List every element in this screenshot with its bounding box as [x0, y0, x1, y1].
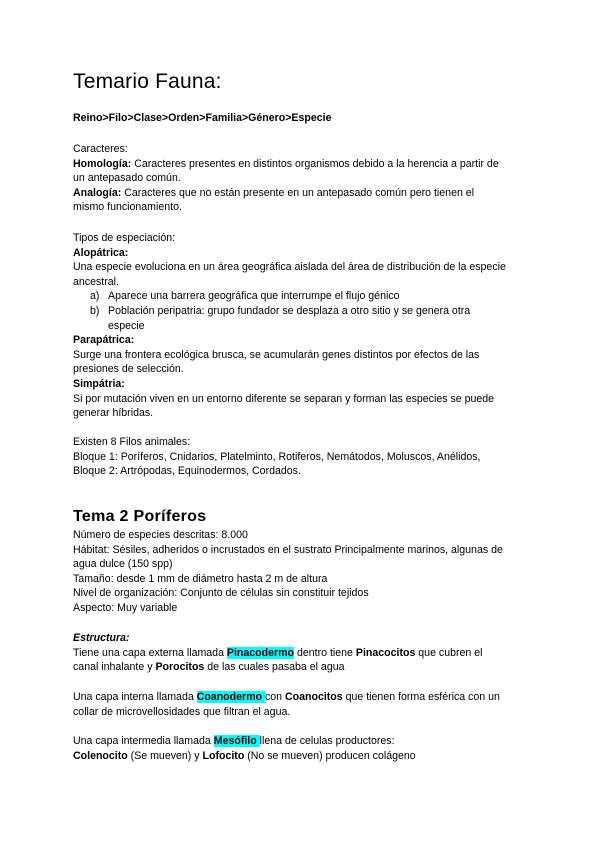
simpatria-text-2: generar híbridas. — [73, 407, 154, 420]
analogia-line-2: mismo funcionamiento. — [73, 201, 182, 214]
text-run: que cubren el — [415, 646, 483, 659]
list-item-text: Aparece una barrera geográfica que interrumpe el flujo génico — [108, 290, 400, 303]
simpatria-text: Si por mutación viven en un entorno diferente se separan y forman las especies se puede — [73, 392, 495, 405]
analogia-line — [73, 186, 533, 201]
text-run: con — [264, 691, 285, 703]
estructura-p1-line-2 — [73, 660, 533, 675]
page-title: Temario Fauna: — [73, 70, 222, 93]
analogia-label: Analogía: — [73, 186, 122, 199]
estructura-section — [73, 631, 533, 675]
text-run: dentro tiene — [294, 646, 356, 659]
highlight-mesofilo: Mesófilo — [213, 735, 260, 747]
list-marker: a) — [90, 290, 100, 303]
tema2-section — [73, 528, 533, 616]
text-run: Tiene una capa externa llamada — [73, 646, 227, 659]
estructura-p2-line-1 — [73, 690, 533, 705]
estructura-heading: Estructura: — [73, 632, 130, 644]
list-item-continuation: especie — [108, 319, 145, 332]
estructura-p1-line-1 — [73, 646, 533, 661]
text-run: Una capa intermedia llamada — [73, 735, 214, 747]
estructura-p3-line-2 — [73, 749, 533, 764]
parapatrica-text: Surge una frontera ecológica brusca, se acumularán genes distintos por efectos de las — [73, 348, 480, 361]
parapatrica-label: Parapátrica: — [73, 334, 135, 347]
parapatrica-text-2: presiones de selección. — [73, 363, 184, 376]
caracteres-heading: Caracteres: — [73, 143, 128, 155]
especiacion-section — [73, 231, 533, 421]
filos-section — [73, 435, 533, 479]
term-porocitos: Porocitos — [155, 661, 205, 674]
tema2-line: Número de especies descritas: 8.000 — [73, 529, 248, 541]
filos-bloque-2: Bloque 2: Artrópodas, Equinodermos, Cordados. — [73, 465, 301, 478]
highlight-pinacodermo: Pinacodermo — [226, 646, 295, 659]
simpatria-label: Simpátria: — [73, 377, 125, 390]
filos-heading: Existen 8 Filos animales: — [73, 436, 191, 448]
text-run: (Se mueven) y — [127, 749, 203, 762]
list-item — [73, 289, 533, 304]
tema2-heading: Tema 2 Poríferos — [73, 508, 207, 525]
tema2-line: Nivel de organización: Conjunto de células sin constituir tejidos — [73, 587, 369, 600]
text-run: de las cuales pasaba el agua — [204, 661, 345, 674]
homologia-text: Caracteres presentes en distintos organismos debido a la herencia a partir de — [131, 157, 499, 170]
tema2-line: agua dulce (150 spp) — [73, 558, 173, 571]
homologia-line-2: un antepasado común. — [73, 172, 181, 185]
list-marker: b) — [90, 304, 100, 317]
list-item — [73, 304, 533, 319]
homologia-label: Homología: — [73, 157, 132, 170]
estructura-p3 — [73, 734, 533, 763]
alopatrica-text: Una especie evoluciona en un área geográfica aislada del área de distribución de la especie — [73, 261, 506, 274]
alopatrica-label: Alopátrica: — [73, 246, 129, 259]
caracteres-section — [73, 142, 533, 215]
term-coanocitos: Coanocitos — [284, 691, 343, 703]
estructura-p2-line-2: collar de microvellosidades que filtran el agua. — [73, 705, 291, 718]
estructura-p3-line-1 — [73, 734, 533, 749]
tema2-line: Tamaño: desde 1 mm de diámetro hasta 2 m de altura — [73, 572, 328, 585]
text-run: llena de celulas productores: — [259, 735, 395, 747]
alopatrica-text-2: ancestral. — [73, 275, 119, 288]
tema2-line: Aspecto: Muy variable — [73, 601, 178, 614]
tema2-line: Hábitat: Sésiles, adheridos o incrustados en el sustrato Principalmente marinos, algunas de — [73, 543, 503, 556]
especiacion-heading: Tipos de especiación: — [73, 232, 176, 244]
text-run: que tienen forma esférica con un — [342, 691, 500, 703]
list-item-text: Población peripatria: grupo fundador se desplaza a otro sitio y se genera otra — [108, 304, 471, 317]
term-pinacocitos: Pinacocitos — [355, 646, 416, 659]
analogia-text: Caracteres que no están presente en un antepasado común pero tienen el — [121, 186, 475, 199]
taxonomy-hierarchy: Reino>Filo>Clase>Orden>Familia>Género>Especie — [73, 112, 332, 124]
text-run: (No se mueven) producen colágeno — [244, 749, 416, 762]
filos-bloque-1: Bloque 1: Poríferos, Cnidarios, Platelminto, Rotiferos, Nemátodos, Moluscos, Anélidos, — [73, 450, 481, 463]
term-lofocito: Lofocito — [202, 749, 245, 762]
term-colenocito: Colenocito — [73, 749, 128, 762]
text-run: Una capa interna llamada — [73, 691, 197, 703]
homologia-line — [73, 157, 533, 172]
estructura-p2 — [73, 690, 533, 719]
highlight-coanodermo: Coanodermo — [196, 691, 265, 703]
text-run: canal inhalante y — [73, 661, 156, 674]
